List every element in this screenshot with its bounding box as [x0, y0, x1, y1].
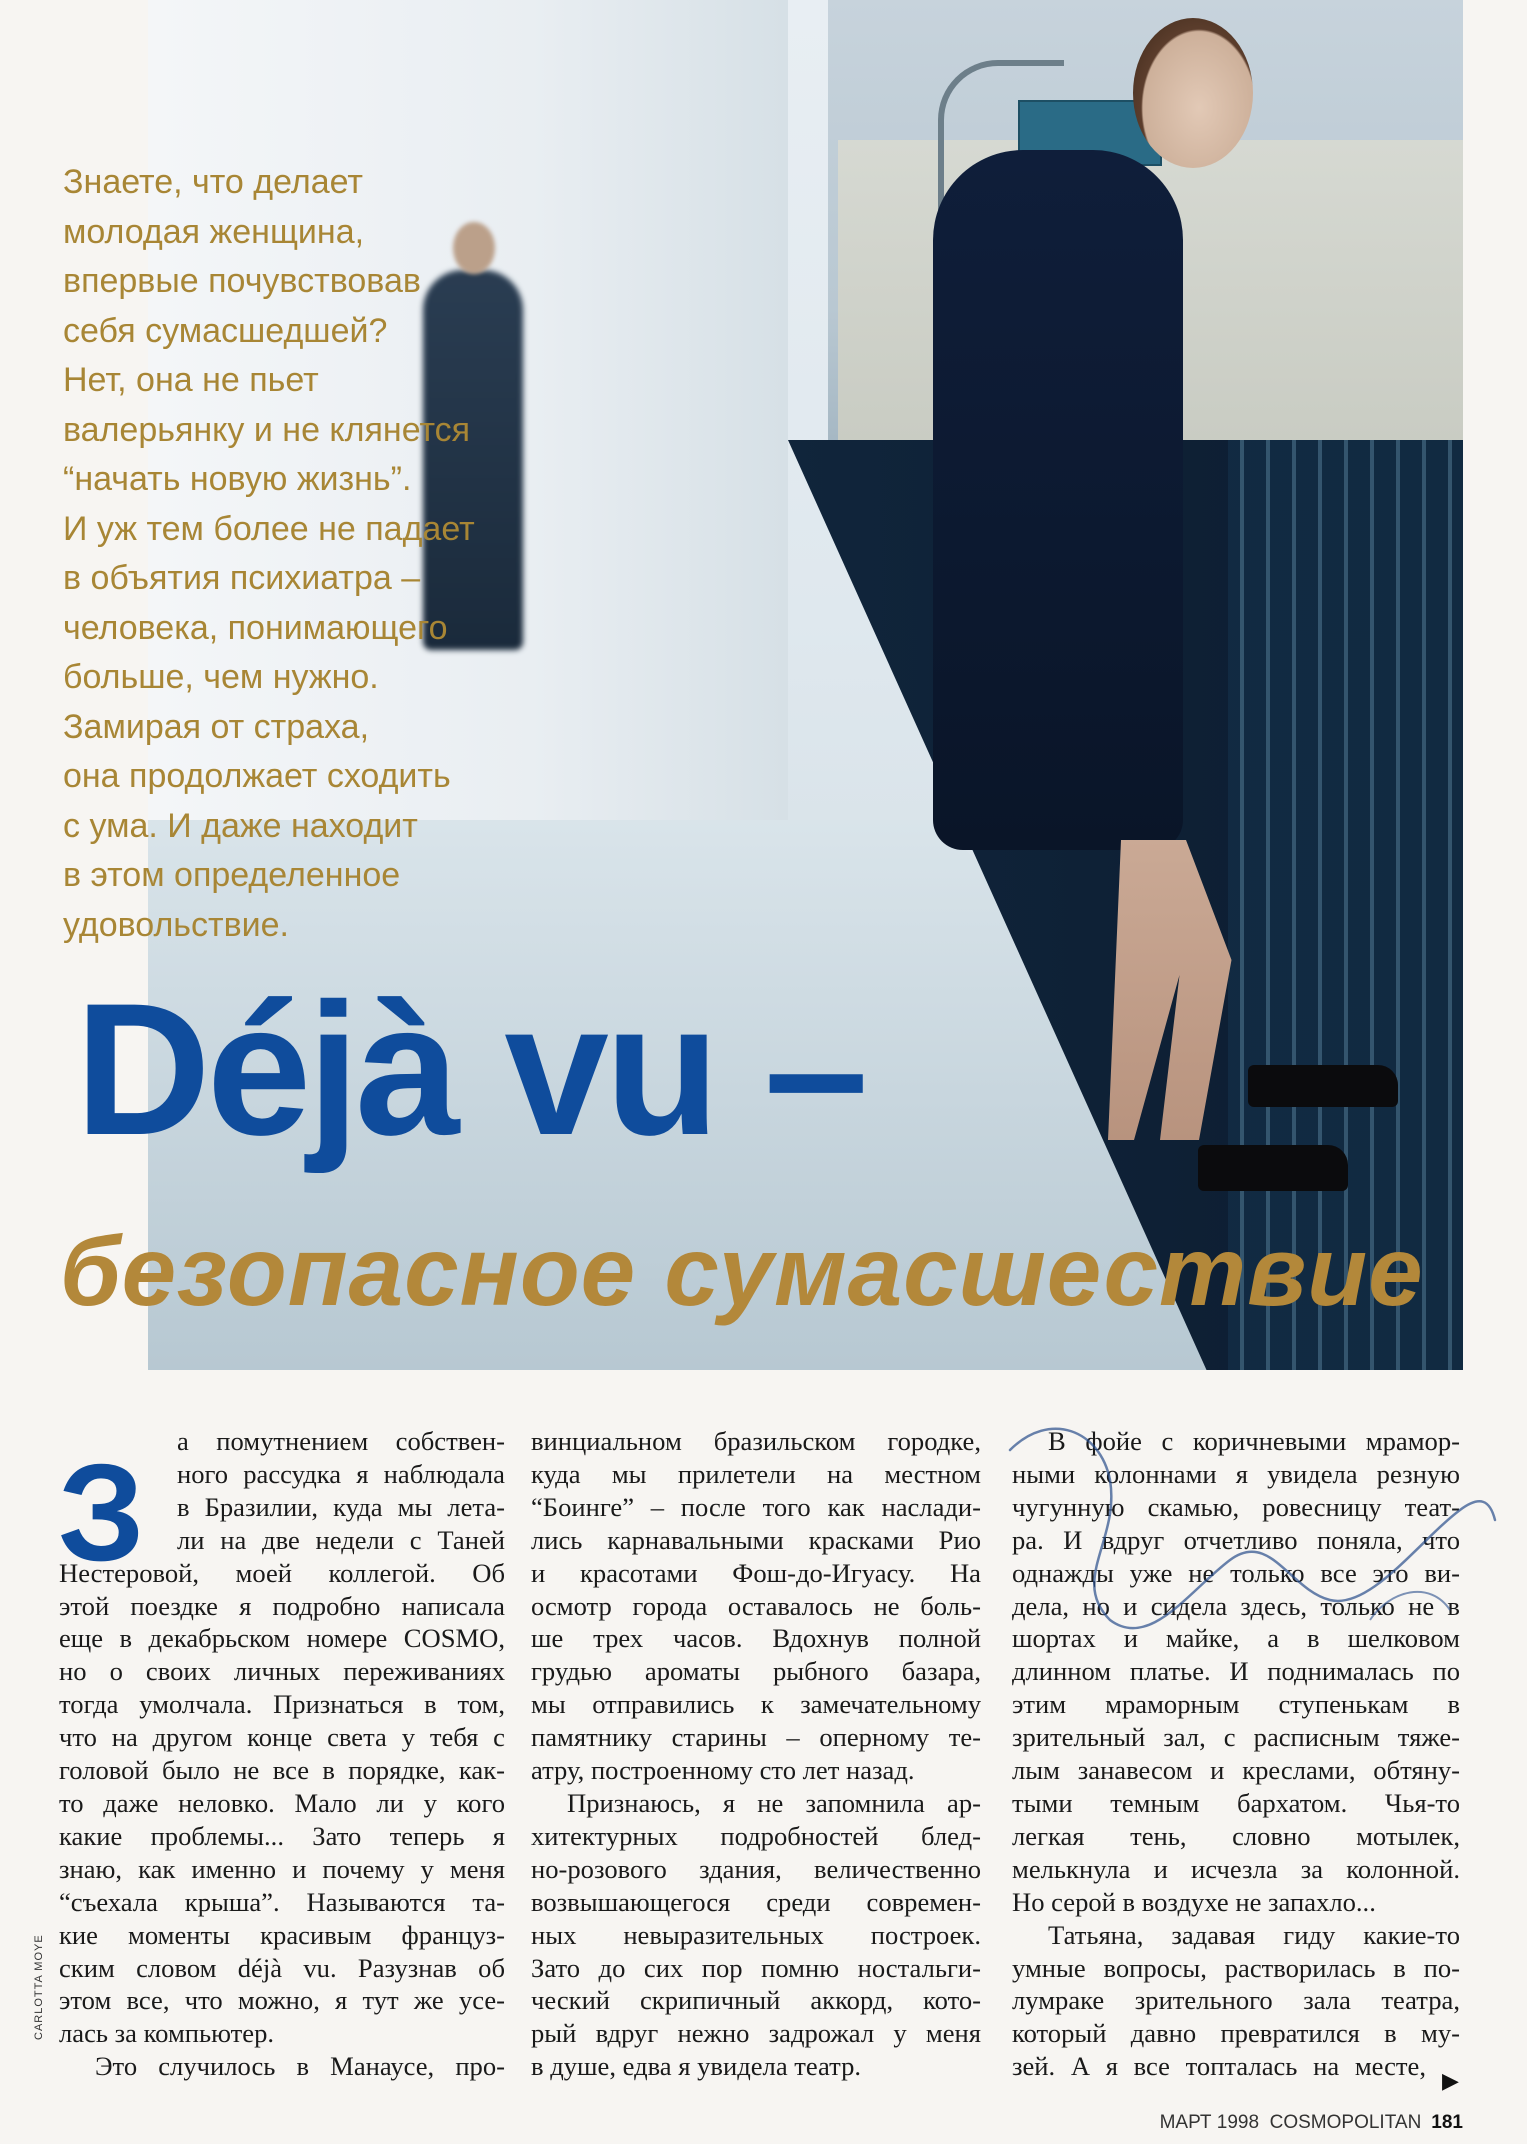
body-line: знаю, как именно и почему у меня	[59, 1853, 505, 1884]
body-line: этом все, что можно, я тут же усе-	[59, 1985, 505, 2016]
body-line: ли на две недели с Таней	[177, 1524, 505, 1555]
intro-line: Замирая от страха,	[63, 707, 370, 746]
body-line: зрительный зал, с расписным тяже-	[1012, 1722, 1460, 1753]
body-line: в Бразилии, куда мы лета-	[177, 1491, 505, 1522]
body-line: лым занавесом и креслами, обтяну-	[1012, 1755, 1460, 1786]
body-line: зей. А я все топталась на месте,	[1012, 2051, 1426, 2082]
body-line: В фойе с коричневыми мрамор-	[1048, 1426, 1460, 1456]
body-line: в душе, едва я увидела театр.	[531, 2051, 862, 2082]
body-line: ного рассудка я наблюдала	[177, 1458, 505, 1489]
photo-woman-head	[1133, 18, 1253, 168]
body-line: дела, но и сидела здесь, только не в	[1012, 1590, 1460, 1621]
body-line: рый вдруг нежно задрожал у меня	[531, 2018, 981, 2049]
drop-cap: З	[58, 1436, 145, 1590]
body-line: чугунную скамью, ровесницу теат-	[1012, 1491, 1460, 1522]
body-line: кие моменты красивым француз-	[59, 1919, 505, 1950]
intro-deck	[63, 158, 583, 950]
body-line: что на другом конце света у тебя с	[59, 1722, 505, 1753]
intro-line: с ума. И даже находит	[63, 806, 418, 845]
body-line: Зато до сих пор помню ностальги-	[531, 1952, 981, 1983]
body-line: лись карнавальными красками Рио	[531, 1524, 981, 1555]
body-line: тогда умолчала. Признаться в том,	[59, 1689, 505, 1720]
body-line: Татьяна, задавая гиду какие-то	[1048, 1919, 1460, 1950]
photo-shoe	[1248, 1065, 1398, 1107]
body-line: умные вопросы, растворилась в по-	[1012, 1952, 1460, 1983]
headline-subtitle: безопасное сумасшествие	[60, 1216, 1424, 1326]
intro-line: в объятия психиатра –	[63, 559, 421, 597]
body-line: этой поездке я подробно написала	[59, 1590, 505, 1621]
intro-line: человека, понимающего	[63, 608, 448, 647]
body-column-1	[59, 1425, 505, 2083]
body-line: а помутнением собствен-	[177, 1426, 505, 1456]
body-line: то даже неловко. Мало ли у кого	[59, 1787, 505, 1818]
body-line: ра. И вдруг отчетливо поняла, что	[1012, 1524, 1460, 1555]
body-line: ским словом déjà vu. Разузнав об	[59, 1952, 505, 1983]
body-line: Признаюсь, я не запомнила ар-	[567, 1787, 981, 1818]
body-line: ными колоннами я увидела резную	[1012, 1458, 1460, 1489]
photo-shoe	[1198, 1145, 1348, 1191]
intro-line: Знаете, что делает	[63, 163, 363, 201]
headline-title: Déjà vu –	[75, 964, 865, 1174]
body-line: мелькнула и исчезла за колонной.	[1012, 1853, 1460, 1884]
intro-line: “начать новую жизнь”.	[63, 460, 412, 498]
intro-line: Нет, она не пьет	[63, 361, 319, 399]
body-line: но о своих личных переживаниях	[59, 1656, 505, 1687]
body-line: мы отправились к замечательному	[531, 1689, 981, 1720]
body-line: куда мы прилетели на местном	[531, 1458, 981, 1489]
body-line: однажды уже не только все это ви-	[1012, 1557, 1460, 1588]
body-line: какие проблемы... Зато теперь я	[59, 1820, 505, 1851]
body-column-2	[531, 1425, 981, 2083]
intro-line: себя сумасшедшей?	[63, 311, 388, 350]
body-line: но-розового здания, величественно	[531, 1853, 981, 1884]
intro-line: валерьянку и не клянется	[63, 410, 471, 449]
continue-arrow-icon: ▶	[1442, 2068, 1459, 2093]
body-line: атру, построенному сто лет назад.	[531, 1755, 915, 1786]
body-line: хитектурных подробностей блед-	[531, 1820, 981, 1851]
page-folio	[1160, 2112, 1463, 2134]
photo-credit: CARLOTTA MOYE	[33, 1934, 45, 2040]
intro-line: она продолжает сходить	[63, 757, 451, 795]
body-line: ческий скрипичный аккорд, кото-	[531, 1985, 981, 2016]
body-line: ше трех часов. Вдохнув полной	[531, 1623, 981, 1654]
intro-line: впервые почувствовав	[63, 262, 421, 300]
body-line: ных невыразительных построек.	[531, 1919, 981, 1950]
intro-line: в этом определенное	[63, 856, 401, 894]
folio-magazine: COSMOPOLITAN	[1269, 2112, 1422, 2133]
body-line: памятнику старины – оперному те-	[531, 1722, 981, 1753]
body-line: Но серой в воздухе не запахло...	[1012, 1886, 1376, 1917]
body-line: лась за компьютер.	[59, 2018, 275, 2049]
body-line: легкая тень, словно мотылек,	[1012, 1820, 1460, 1851]
body-line: который давно превратился в му-	[1012, 2018, 1460, 2049]
body-line: возвышающегося среди современ-	[531, 1886, 981, 1917]
body-line: тыми темным бархатом. Чья-то	[1012, 1787, 1460, 1818]
body-line: “Боинге” – после того как наслади-	[531, 1491, 981, 1522]
body-line: шортах и майке, а в шелковом	[1012, 1623, 1460, 1654]
body-line: и красотами Фош-до-Игуасу. На	[531, 1557, 981, 1588]
body-line: этим мраморным ступенькам в	[1012, 1689, 1460, 1720]
folio-issue: МАРТ 1998	[1159, 2112, 1260, 2133]
intro-line: И уж тем более не падает	[63, 509, 475, 548]
body-line: грудью ароматы рыбного базара,	[531, 1656, 981, 1687]
body-line: головой было не все в порядке, как-	[59, 1755, 505, 1786]
body-line: винциальном бразильском городке,	[531, 1426, 981, 1456]
intro-line: больше, чем нужно.	[63, 658, 379, 696]
body-line: “съехала крыша”. Называются та-	[59, 1886, 505, 1917]
body-line: Это случилось в Манаусе, про-	[95, 2051, 505, 2082]
photo-woman-coat	[933, 150, 1183, 850]
intro-line: молодая женщина,	[63, 212, 365, 251]
body-line: лумраке зрительного зала театра,	[1012, 1985, 1460, 2016]
body-line: Нестеровой, моей коллегой. Об	[59, 1557, 505, 1588]
handwritten-signature-icon	[990, 1390, 1510, 1690]
body-line: длинном платье. И поднималась по	[1012, 1656, 1460, 1687]
body-line: еще в декабрьском номере COSMO,	[59, 1623, 505, 1654]
page-number: 181	[1431, 2112, 1463, 2133]
intro-line: удовольствие.	[63, 905, 289, 944]
body-line: осмотр города оставалось не боль-	[531, 1590, 981, 1621]
